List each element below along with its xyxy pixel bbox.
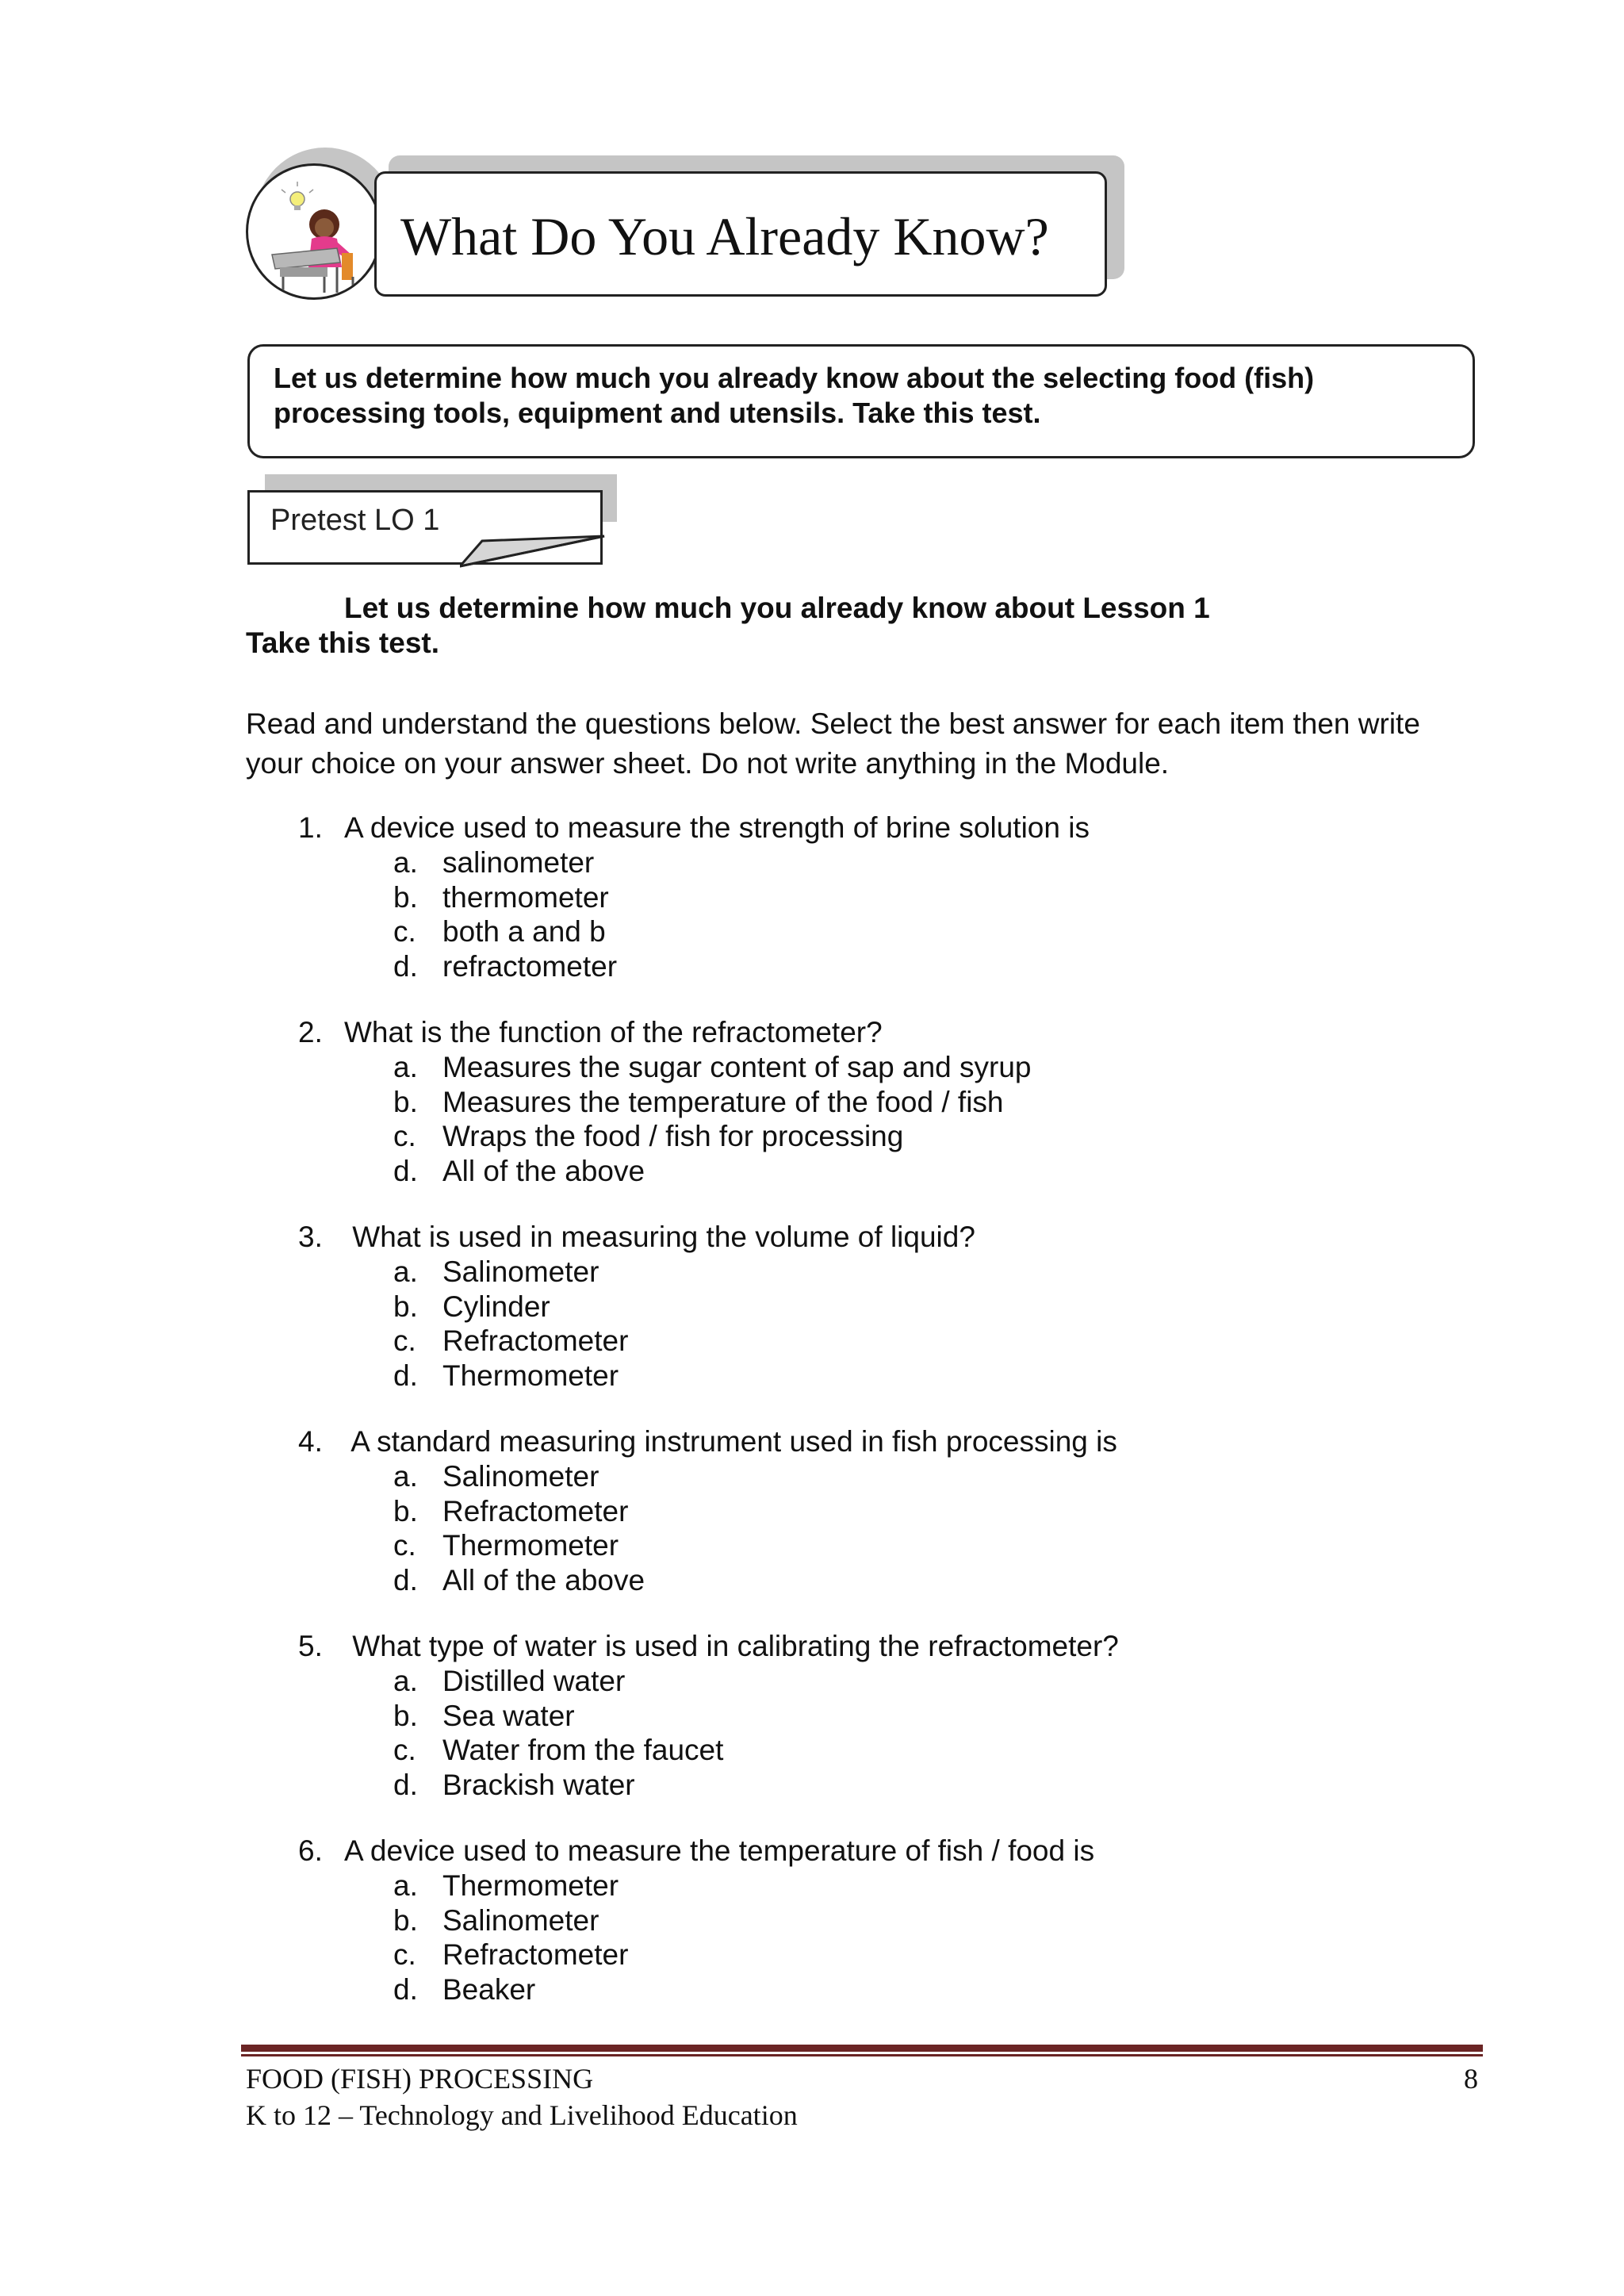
option-letter: a. — [393, 1460, 418, 1493]
option-text: Water from the faucet — [442, 1734, 724, 1766]
option-letter: c. — [393, 1529, 416, 1562]
answer-option — [246, 1359, 1483, 1393]
answer-option — [246, 1768, 1483, 1803]
question-item — [246, 1015, 1483, 1188]
option-text: Refractometer — [442, 1324, 629, 1357]
answer-option — [246, 914, 1483, 949]
option-letter: b. — [393, 1085, 418, 1118]
answer-option — [246, 1324, 1483, 1359]
header-icon-circle — [246, 163, 382, 300]
option-text: Salinometer — [442, 1255, 599, 1288]
question-stem — [246, 1834, 1483, 1869]
page-title: What Do You Already Know? — [400, 206, 1049, 266]
answer-option — [246, 845, 1483, 880]
option-text: Refractometer — [442, 1938, 629, 1971]
option-letter: d. — [393, 1768, 418, 1801]
answer-option — [246, 1528, 1483, 1563]
question-number: 4. — [298, 1425, 323, 1458]
option-text: Thermometer — [442, 1359, 619, 1392]
pretest-label: Pretest LO 1 — [270, 504, 440, 537]
option-text: Measures the sugar content of sap and syrup — [442, 1051, 1032, 1083]
footer-subject: FOOD (FISH) PROCESSING — [246, 2063, 594, 2095]
question-text: What type of water is used in calibrating the refractometer? — [344, 1630, 1119, 1662]
option-letter: b. — [393, 1699, 418, 1732]
option-letter: b. — [393, 1903, 418, 1937]
answer-option — [246, 1869, 1483, 1903]
student-at-desk-with-lightbulb-icon — [248, 166, 382, 300]
option-letter: a. — [393, 1051, 418, 1083]
question-item — [246, 1424, 1483, 1597]
option-letter: d. — [393, 949, 418, 983]
question-text: What is the function of the refractometer? — [344, 1016, 883, 1048]
question-text: A device used to measure the temperature of fish / food is — [344, 1834, 1095, 1867]
option-text: both a and b — [442, 915, 606, 948]
answer-option — [246, 1085, 1483, 1120]
option-text: Wraps the food / fish for processing — [442, 1120, 904, 1152]
option-letter: d. — [393, 1563, 418, 1596]
option-text: All of the above — [442, 1154, 645, 1187]
header-banner — [374, 171, 1107, 297]
option-letter: a. — [393, 1255, 418, 1288]
page-number: 8 — [1464, 2063, 1478, 2095]
option-letter: c. — [393, 1734, 416, 1766]
question-stem — [246, 1015, 1483, 1050]
question-text: A standard measuring instrument used in fish processing is — [344, 1425, 1117, 1458]
option-text: Thermometer — [442, 1529, 619, 1562]
option-letter: a. — [393, 1665, 418, 1697]
option-text: Refractometer — [442, 1494, 629, 1527]
option-letter: a. — [393, 1869, 418, 1902]
answer-option — [246, 949, 1483, 984]
answer-option — [246, 1733, 1483, 1768]
take-test-line: Take this test. — [246, 627, 440, 659]
option-text: Distilled water — [442, 1665, 626, 1697]
intro-callout: Let us determine how much you already know about the selecting food (fish) processing tools, equipment and utensils. Take this test. — [247, 344, 1475, 458]
option-text: Measures the temperature of the food / fish — [442, 1085, 1004, 1118]
option-letter: c. — [393, 915, 416, 948]
answer-option — [246, 1699, 1483, 1734]
question-item — [246, 811, 1483, 983]
option-text: thermometer — [442, 880, 609, 914]
question-text: What is used in measuring the volume of liquid? — [344, 1221, 975, 1253]
question-list — [246, 811, 1483, 2038]
answer-option — [246, 1050, 1483, 1085]
question-item — [246, 1220, 1483, 1393]
answer-option — [246, 1563, 1483, 1598]
option-letter: a. — [393, 846, 418, 879]
answer-option — [246, 1903, 1483, 1938]
lesson-intro: Let us determine how much you already know about Lesson 1 — [344, 592, 1210, 624]
option-text: Salinometer — [442, 1460, 599, 1493]
page-curl-icon — [460, 533, 606, 568]
question-number: 5. — [298, 1630, 323, 1662]
answer-option — [246, 1255, 1483, 1290]
option-text: Thermometer — [442, 1869, 619, 1902]
option-letter: d. — [393, 1359, 418, 1392]
footer-rule-thin — [241, 2054, 1483, 2056]
question-item — [246, 1629, 1483, 1802]
question-number: 2. — [298, 1016, 323, 1048]
answer-option — [246, 1664, 1483, 1699]
question-stem — [246, 1220, 1483, 1255]
question-stem — [246, 1629, 1483, 1664]
option-text: Beaker — [442, 1972, 536, 2006]
option-letter: b. — [393, 1290, 418, 1323]
option-text: Cylinder — [442, 1290, 550, 1323]
question-number: 1. — [298, 811, 323, 844]
question-number: 3. — [298, 1221, 323, 1253]
option-letter: c. — [393, 1938, 416, 1971]
option-letter: d. — [393, 1154, 418, 1187]
option-letter: b. — [393, 1494, 418, 1527]
instructions: Read and understand the questions below. Select the best answer for each item then write your choice on your answer sheet. Do not write anything in the Module. — [246, 707, 1420, 780]
option-text: refractometer — [442, 949, 618, 983]
answer-option — [246, 1459, 1483, 1494]
answer-option — [246, 1938, 1483, 1972]
question-stem — [246, 811, 1483, 845]
option-text: salinometer — [442, 846, 595, 879]
option-letter: c. — [393, 1120, 416, 1152]
question-number: 6. — [298, 1834, 323, 1867]
question-stem — [246, 1424, 1483, 1459]
footer-program: K to 12 – Technology and Livelihood Education — [246, 2099, 798, 2131]
answer-option — [246, 880, 1483, 915]
answer-option — [246, 1972, 1483, 2007]
option-text: All of the above — [442, 1563, 645, 1596]
question-item — [246, 1834, 1483, 2007]
option-text: Sea water — [442, 1699, 575, 1732]
question-text: A device used to measure the strength of brine solution is — [344, 811, 1090, 844]
option-text: Salinometer — [442, 1903, 599, 1937]
option-letter: c. — [393, 1324, 416, 1357]
answer-option — [246, 1494, 1483, 1529]
answer-option — [246, 1119, 1483, 1154]
answer-option — [246, 1290, 1483, 1324]
option-letter: d. — [393, 1972, 418, 2006]
footer-rule — [241, 2045, 1483, 2052]
option-letter: b. — [393, 880, 418, 914]
answer-option — [246, 1154, 1483, 1189]
option-text: Brackish water — [442, 1768, 635, 1801]
